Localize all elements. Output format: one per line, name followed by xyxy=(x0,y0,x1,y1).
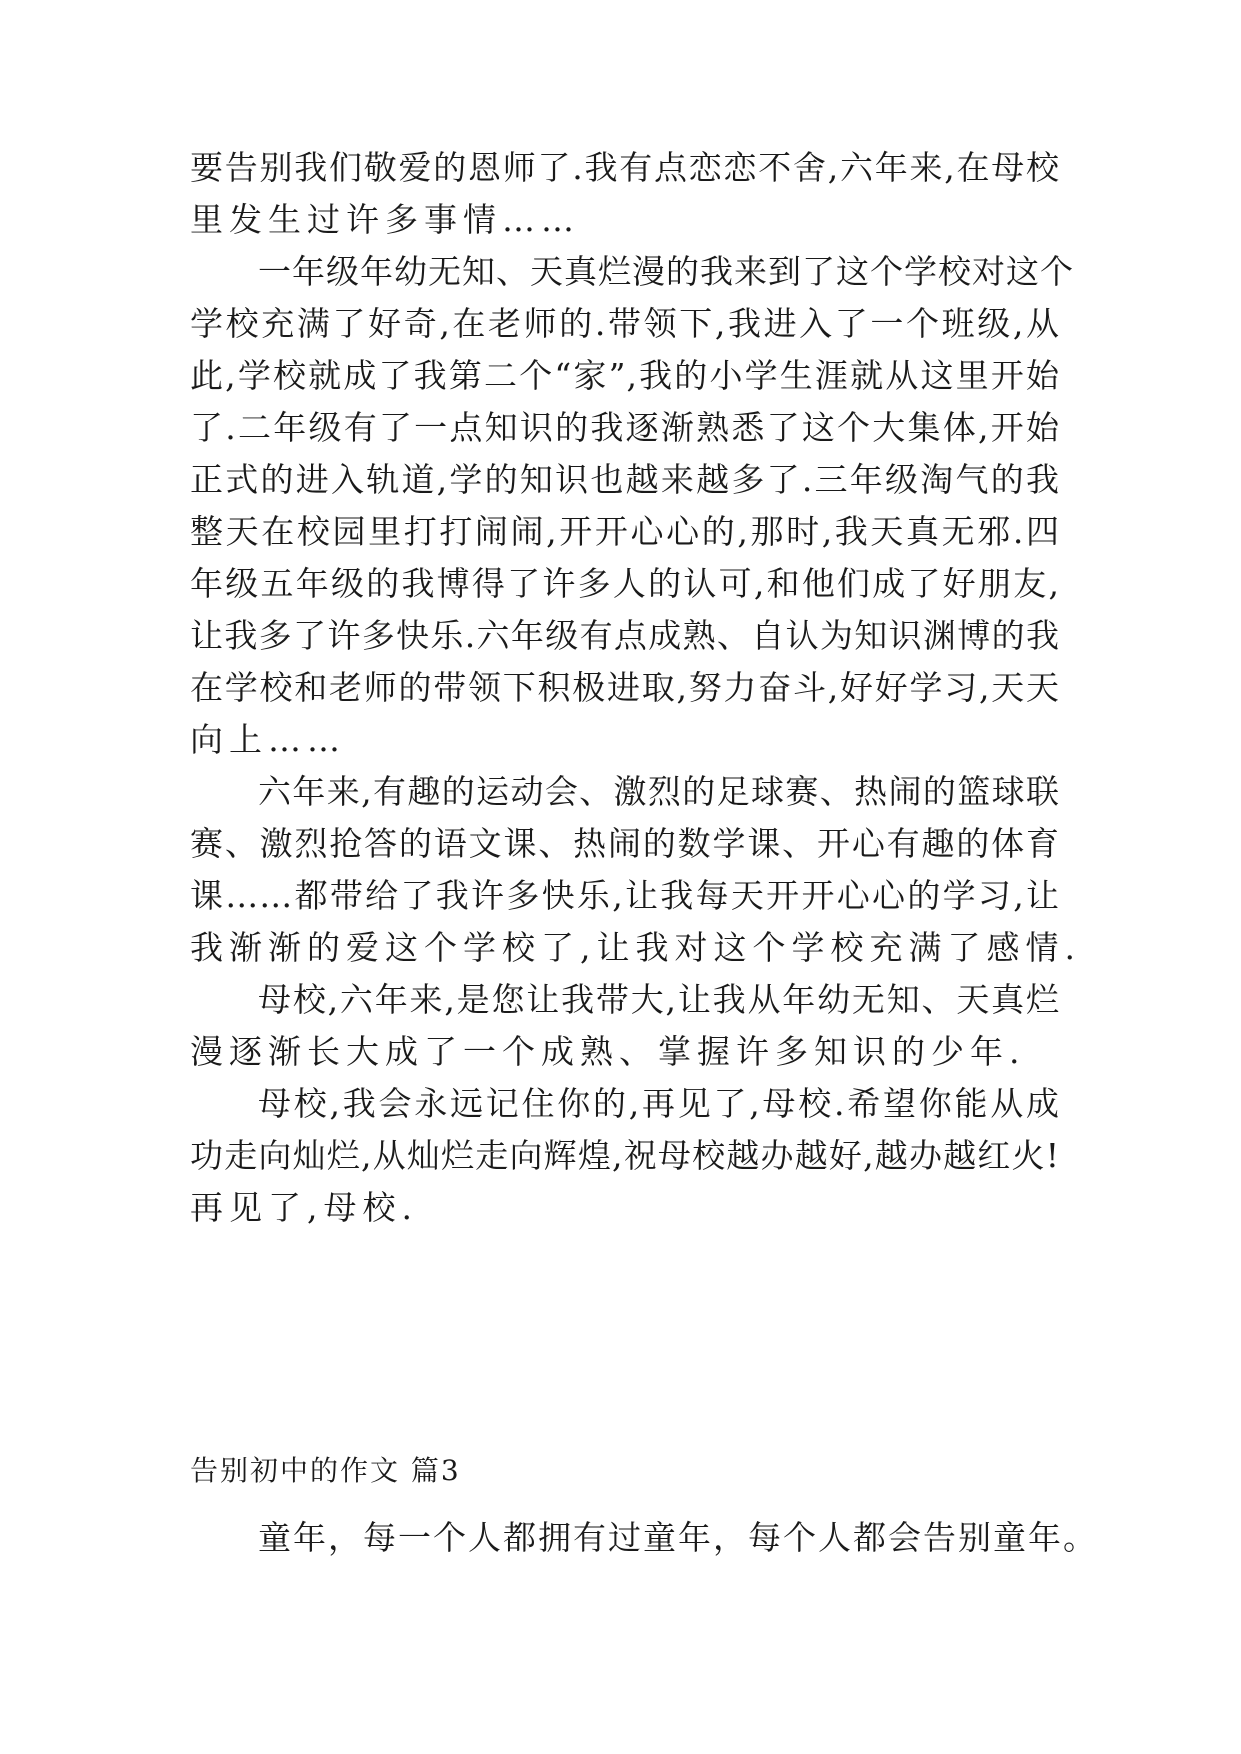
paragraph-3-line-1: 六年来,有趣的运动会、激烈的足球赛、热闹的篮球联 xyxy=(258,772,1060,811)
paragraph-2-line-3: 此,学校就成了我第二个“家”,我的小学生涯就从这里开始 xyxy=(190,356,1060,395)
paragraph-2-line-4: 了.二年级有了一点知识的我逐渐熟悉了这个大集体,开始 xyxy=(190,408,1060,447)
paragraph-2-line-7: 年级五年级的我博得了许多人的认可,和他们成了好朋友, xyxy=(190,564,1060,603)
paragraph-3-line-4: 我渐渐的爱这个学校了,让我对这个学校充满了感情. xyxy=(190,928,1081,967)
paragraph-3-line-3: 课……都带给了我许多快乐,让我每天开开心心的学习,让 xyxy=(190,876,1060,915)
paragraph-3-line-2: 赛、激烈抢答的语文课、热闹的数学课、开心有趣的体育 xyxy=(190,824,1060,863)
paragraph-5-line-1: 母校,我会永远记住你的,再见了,母校.希望你能从成 xyxy=(258,1084,1060,1123)
section-heading: 告别初中的作文 篇3 xyxy=(190,1454,461,1487)
paragraph-2-line-2: 学校充满了好奇,在老师的.带领下,我进入了一个班级,从 xyxy=(190,304,1060,343)
section-first-line: 童年，每一个人都拥有过童年，每个人都会告别童年。 xyxy=(258,1518,1098,1557)
paragraph-2-line-5: 正式的进入轨道,学的知识也越来越多了.三年级淘气的我 xyxy=(190,460,1060,499)
paragraph-2-line-1: 一年级年幼无知、天真烂漫的我来到了这个学校对这个 xyxy=(258,252,1074,291)
paragraph-2-line-10: 向上…… xyxy=(190,720,346,759)
paragraph-1-line-2: 里发生过许多事情…… xyxy=(190,200,580,239)
paragraph-2-line-9: 在学校和老师的带领下积极进取,努力奋斗,好好学习,天天 xyxy=(190,668,1060,707)
paragraph-5-line-2: 功走向灿烂,从灿烂走向辉煌,祝母校越办越好,越办越红火! xyxy=(190,1136,1060,1175)
paragraph-2-line-6: 整天在校园里打打闹闹,开开心心的,那时,我天真无邪.四 xyxy=(190,512,1060,551)
paragraph-4-line-1: 母校,六年来,是您让我带大,让我从年幼无知、天真烂 xyxy=(258,980,1060,1019)
paragraph-4-line-2: 漫逐渐长大成了一个成熟、掌握许多知识的少年. xyxy=(190,1032,1026,1071)
paragraph-1-line-1: 要告别我们敬爱的恩师了.我有点恋恋不舍,六年来,在母校 xyxy=(190,148,1060,187)
paragraph-2-line-8: 让我多了许多快乐.六年级有点成熟、自认为知识渊博的我 xyxy=(190,616,1060,655)
paragraph-5-line-3: 再见了,母校. xyxy=(190,1188,418,1227)
